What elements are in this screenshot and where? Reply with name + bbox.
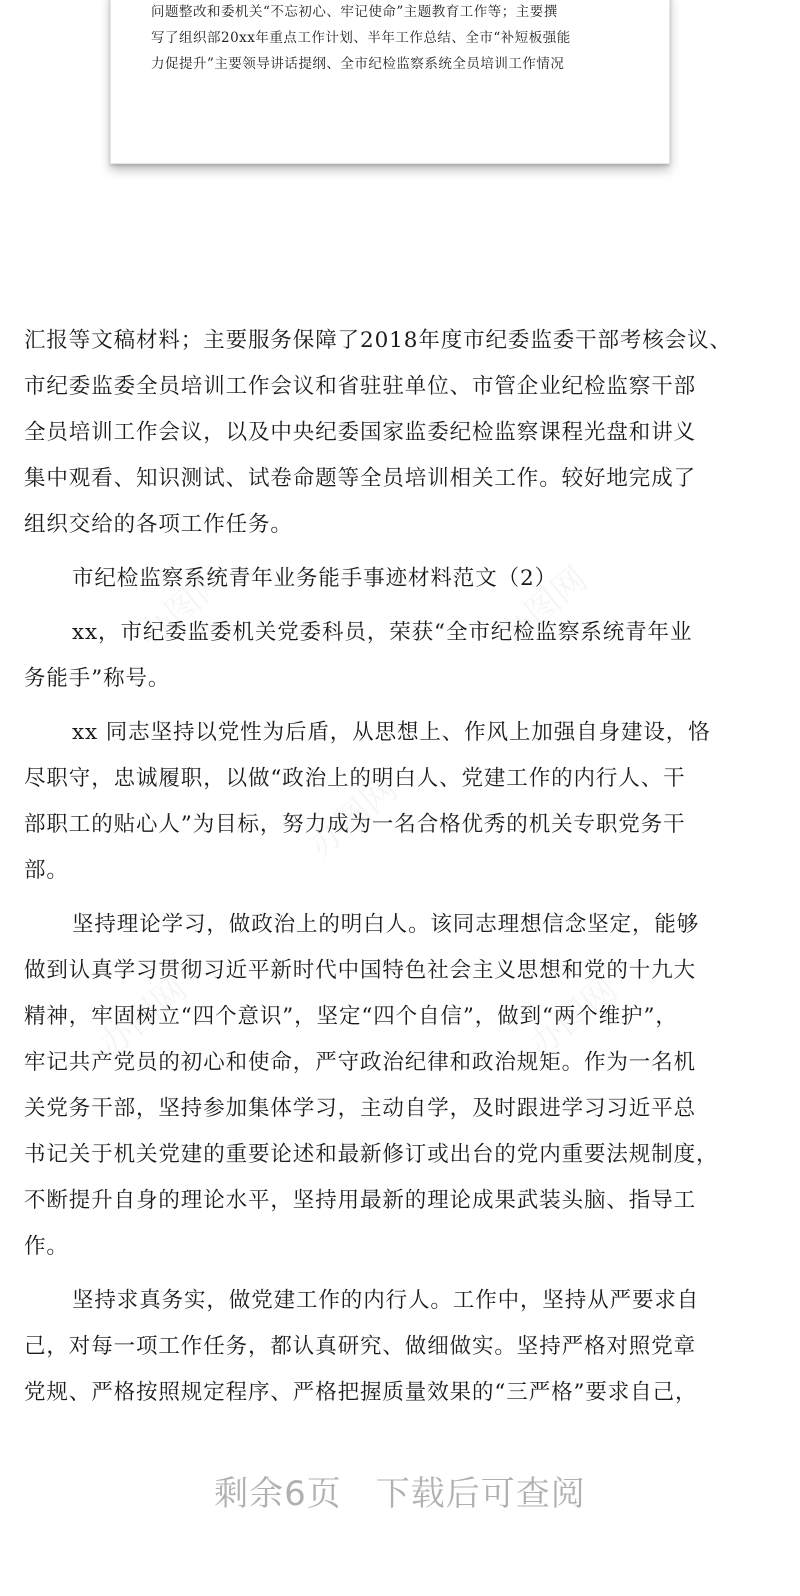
text-line: 己，对每一项工作任务，都认真研究、做细做实。坚持严格对照党章 <box>24 1334 697 1359</box>
remaining-pages-banner[interactable] <box>0 1466 800 1515</box>
text-line: 汇报等文稿材料；主要服务保障了2018年度市纪委监委干部考核会议、 <box>24 328 732 353</box>
text-line: 坚持求真务实，做党建工作的内行人。工作中，坚持从严要求自 <box>72 1288 700 1313</box>
paragraph-2 <box>24 610 764 702</box>
paragraph-1 <box>24 318 764 548</box>
remaining-pages-count: 剩余6页 <box>214 1474 342 1514</box>
preview-line: 力促提升”主要领导讲话提纲、全市纪检监察系统全员培训工作情况 <box>151 56 565 72</box>
preview-line: 写了组织部20xx年重点工作计划、半年工作总结、全市“补短板强能 <box>151 30 571 46</box>
text-line: 党规、严格按照规定程序、严格把握质量效果的“三严格”要求自己， <box>24 1380 698 1405</box>
text-line: 部职工的贴心人”为目标，努力成为一名合格优秀的机关专职党务干 <box>24 812 686 837</box>
text-line: 不断提升自身的理论水平，坚持用最新的理论成果武装头脑、指导工 <box>24 1188 697 1213</box>
previous-page-card <box>110 0 670 164</box>
text-line: 部。 <box>24 858 69 883</box>
text-line: 集中观看、知识测试、试卷命题等全员培训相关工作。较好地完成了 <box>24 466 697 491</box>
text-line: 牢记共产党员的初心和使命，严守政治纪律和政治规矩。作为一名机 <box>24 1050 697 1075</box>
section-title: 市纪检监察系统青年业务能手事迹材料范文（2） <box>72 566 557 591</box>
paragraph-5 <box>24 1278 764 1416</box>
text-line: 组织交给的各项工作任务。 <box>24 512 293 537</box>
document-body <box>24 318 764 1416</box>
text-line: xx 同志坚持以党性为后盾，从思想上、作风上加强自身建设，恪 <box>72 720 711 745</box>
text-line: 务能手”称号。 <box>24 666 171 691</box>
text-line: 市纪委监委全员培训工作会议和省驻驻单位、市管企业纪检监察干部 <box>24 374 697 399</box>
text-line: 做到认真学习贯彻习近平新时代中国特色社会主义思想和党的十九大 <box>24 958 697 983</box>
paragraph-4 <box>24 902 764 1270</box>
text-line: xx，市纪委监委机关党委科员，荣获“全市纪检监察系统青年业 <box>72 620 693 645</box>
download-hint: 下载后可查阅 <box>375 1474 586 1514</box>
text-line: 全员培训工作会议，以及中央纪委国家监委纪检监察课程光盘和讲义 <box>24 420 697 445</box>
text-line: 尽职守，忠诚履职，以做“政治上的明白人、党建工作的内行人、干 <box>24 766 686 791</box>
text-line: 作。 <box>24 1234 69 1259</box>
paragraph-3 <box>24 710 764 894</box>
preview-line: 问题整改和委机关“不忘初心、牢记使命”主题教育工作等；主要撰 <box>151 4 558 20</box>
text-line: 坚持理论学习，做政治上的明白人。该同志理想信念坚定，能够 <box>72 912 700 937</box>
text-line: 书记关于机关党建的重要论述和最新修订或出台的党内重要法规制度， <box>24 1142 719 1167</box>
text-line: 精神，牢固树立“四个意识”，坚定“四个自信”，做到“两个维护”， <box>24 1004 678 1029</box>
text-line: 关党务干部，坚持参加集体学习，主动自学，及时跟进学习习近平总 <box>24 1096 697 1121</box>
